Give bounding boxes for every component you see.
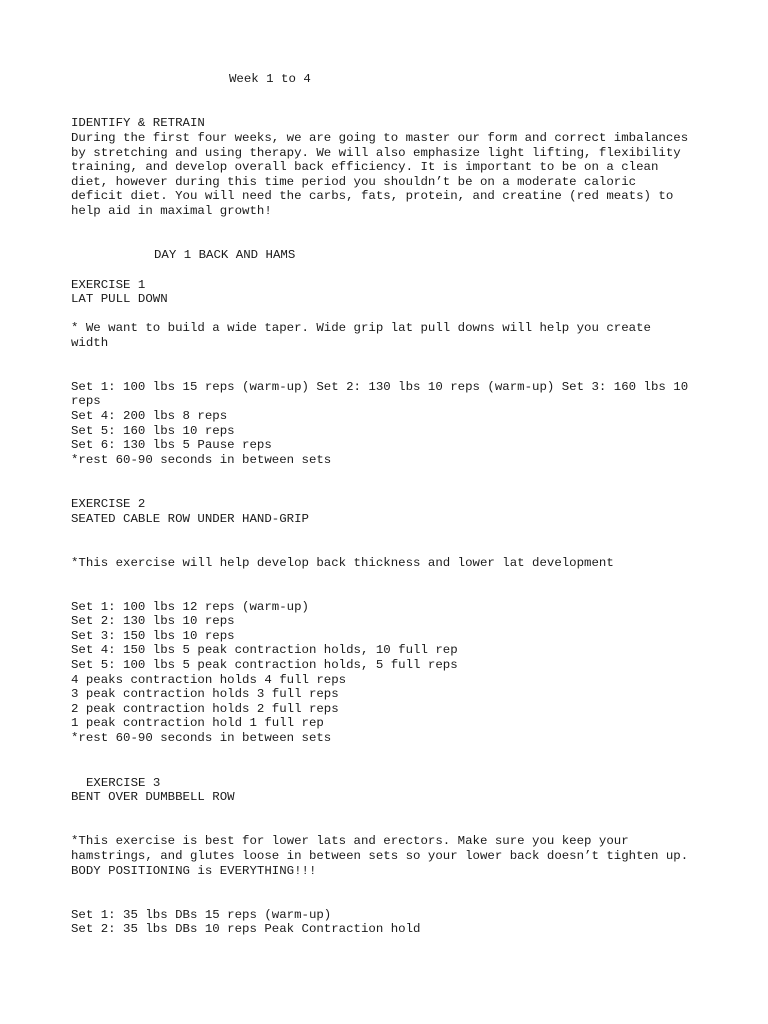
exercise-3-label: EXERCISE 3 [86, 776, 161, 790]
exercise-1-set-line: Set 5: 160 lbs 10 reps [71, 424, 235, 438]
exercise-3-set-line: Set 1: 35 lbs DBs 15 reps (warm-up) [71, 908, 332, 922]
intro-line: by stretching and using therapy. We will also emphasize light lifting, flexibility [71, 146, 681, 160]
exercise-1-name: LAT PULL DOWN [71, 292, 168, 306]
exercise-1-set-line: Set 4: 200 lbs 8 reps [71, 409, 228, 423]
exercise-2-name: SEATED CABLE ROW UNDER HAND-GRIP [71, 512, 309, 526]
exercise-2-set-line: Set 4: 150 lbs 5 peak contraction holds, 10 full rep [71, 643, 458, 657]
exercise-1-note: width [71, 336, 109, 350]
section-heading: IDENTIFY & RETRAIN [71, 116, 205, 130]
intro-line: During the first four weeks, we are going to master our form and correct imbalances [71, 131, 689, 145]
exercise-2-set-line: 2 peak contraction holds 2 full reps [71, 702, 339, 716]
exercise-2-set-line: Set 5: 100 lbs 5 peak contraction holds, 5 full reps [71, 658, 458, 672]
day-heading: DAY 1 BACK AND HAMS [154, 248, 296, 262]
exercise-2-set-line: 1 peak contraction hold 1 full rep [71, 716, 324, 730]
exercise-2-label: EXERCISE 2 [71, 497, 146, 511]
exercise-3-note: hamstrings, and glutes loose in between sets so your lower back doesn’t tighten up. [71, 849, 689, 863]
exercise-1-set-line: Set 6: 130 lbs 5 Pause reps [71, 438, 272, 452]
exercise-1-rest-note: *rest 60-90 seconds in between sets [71, 453, 332, 467]
page-title: Week 1 to 4 [229, 72, 311, 86]
exercise-2-set-line: Set 1: 100 lbs 12 reps (warm-up) [71, 600, 309, 614]
exercise-2-set-line: Set 3: 150 lbs 10 reps [71, 629, 235, 643]
exercise-3-note: BODY POSITIONING is EVERYTHING!!! [71, 864, 317, 878]
exercise-2-set-line: Set 2: 130 lbs 10 reps [71, 614, 235, 628]
exercise-2-rest-note: *rest 60-90 seconds in between sets [71, 731, 332, 745]
exercise-2-note: *This exercise will help develop back thickness and lower lat development [71, 556, 614, 570]
exercise-2-set-line: 4 peaks contraction holds 4 full reps [71, 673, 347, 687]
intro-line: help aid in maximal growth! [71, 204, 272, 218]
intro-line: deficit diet. You will need the carbs, fats, protein, and creatine (red meats) to [71, 189, 674, 203]
exercise-1-label: EXERCISE 1 [71, 278, 146, 292]
exercise-3-note: *This exercise is best for lower lats and erectors. Make sure you keep your [71, 834, 629, 848]
exercise-2-set-line: 3 peak contraction holds 3 full reps [71, 687, 339, 701]
exercise-3-set-line: Set 2: 35 lbs DBs 10 reps Peak Contraction hold [71, 922, 421, 936]
exercise-1-note: * We want to build a wide taper. Wide grip lat pull downs will help you create [71, 321, 651, 335]
intro-line: diet, however during this time period you shouldn’t be on a moderate caloric [71, 175, 637, 189]
exercise-1-set-line: Set 1: 100 lbs 15 reps (warm-up) Set 2: 130 lbs 10 reps (warm-up) Set 3: 160 lbs 10 [71, 380, 689, 394]
intro-line: training, and develop overall back efficiency. It is important to be on a clean [71, 160, 659, 174]
exercise-3-name: BENT OVER DUMBBELL ROW [71, 790, 235, 804]
exercise-1-set-line: reps [71, 394, 101, 408]
